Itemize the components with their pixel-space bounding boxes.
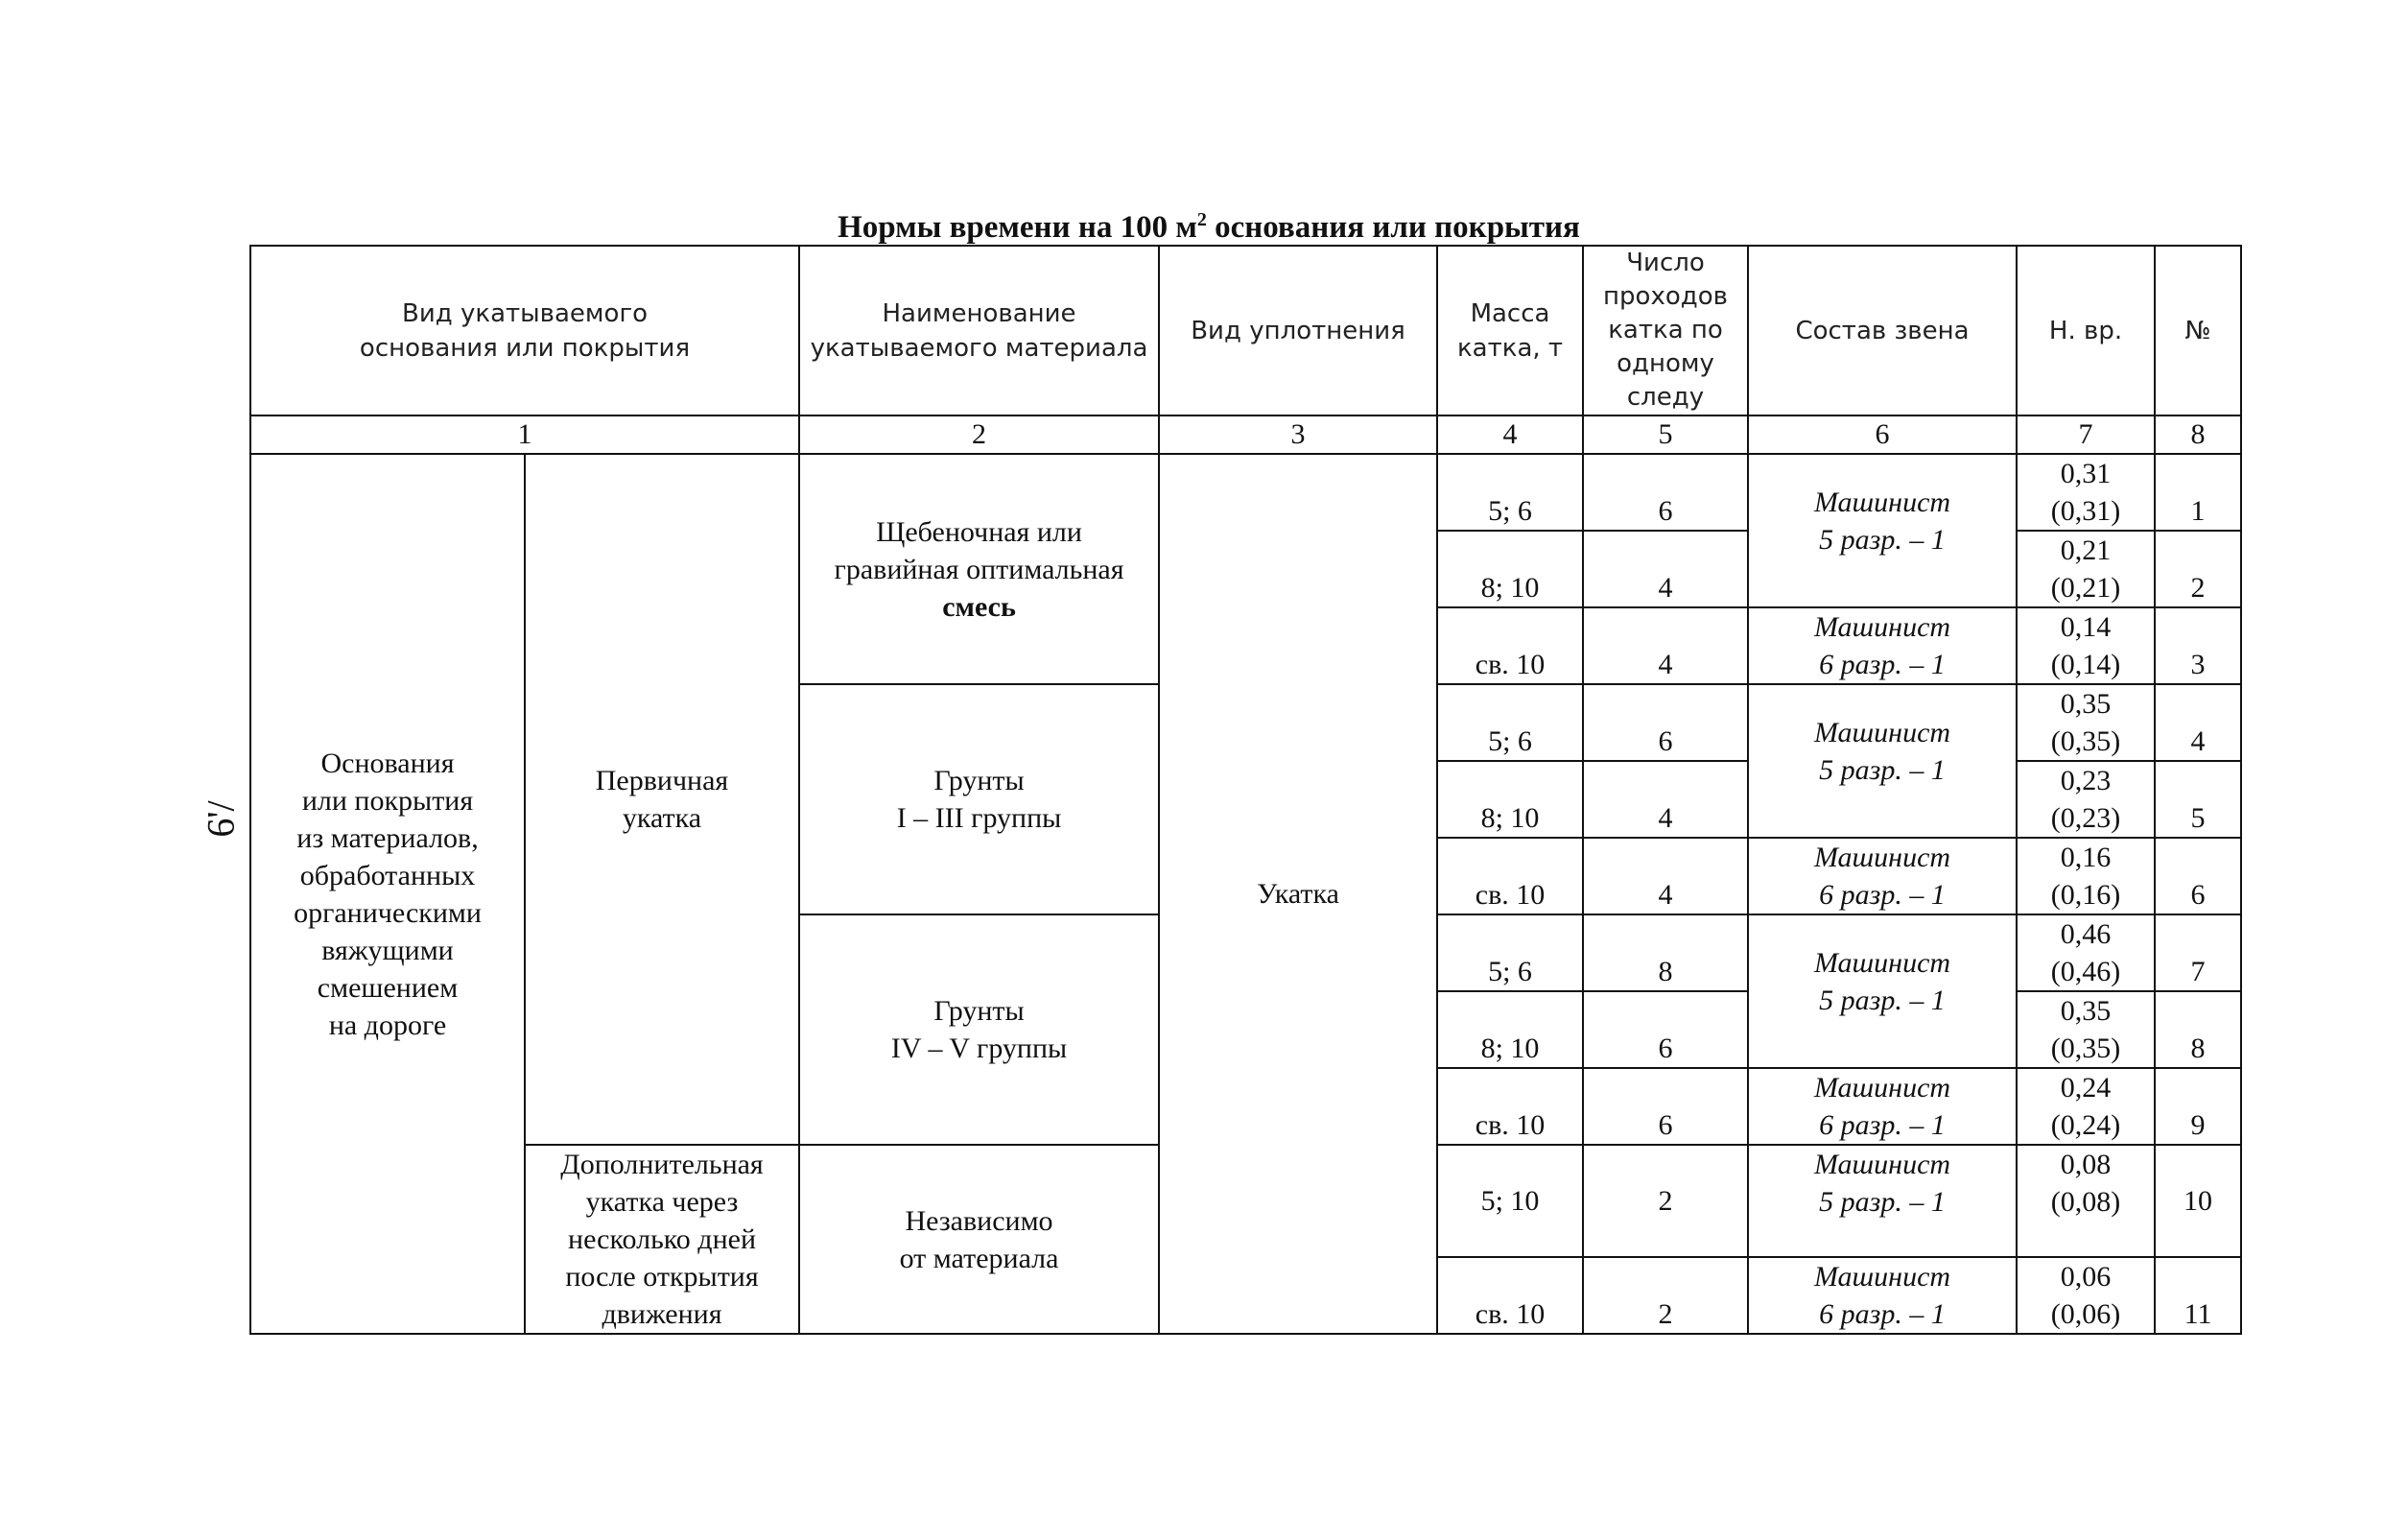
header-crew: Состав звена	[1748, 246, 2017, 415]
material-any-cell: Независимо от материала	[799, 1145, 1159, 1334]
header-passes: Число проходов катка по одному следу	[1583, 246, 1748, 415]
col-index: 6	[1748, 415, 2017, 454]
mass-cell: 8; 10	[1437, 531, 1583, 607]
crew-cell: Машинист 5 разр. – 1	[1748, 454, 2017, 607]
passes-cell: 4	[1583, 761, 1748, 838]
material-gravel-mix: смесь	[942, 590, 1016, 623]
row-number: 2	[2155, 531, 2241, 607]
row-number: 8	[2155, 991, 2241, 1068]
norm-cell: 0,23 (0,23)	[2017, 761, 2155, 838]
header-material: Наименование укатываемого материала	[799, 246, 1159, 415]
passes-cell: 8	[1583, 914, 1748, 991]
col-index: 4	[1437, 415, 1583, 454]
additional-rolling-cell: Дополнительная укатка через несколько дней после открытия движения	[525, 1145, 799, 1334]
mass-cell: 5; 6	[1437, 454, 1583, 531]
row-number: 10	[2155, 1145, 2241, 1257]
norm-cell: 0,08 (0,08)	[2017, 1145, 2155, 1257]
passes-cell: 4	[1583, 531, 1748, 607]
base-type-cell: Основания или покрытия из материалов, обработанных органическими вяжущими смешением на дороге	[250, 454, 525, 1334]
mass-cell: св. 10	[1437, 838, 1583, 914]
material-gravel-line: Щебеночная или гравийная оптимальная	[834, 515, 1124, 585]
row-number: 4	[2155, 684, 2241, 761]
col-index: 5	[1583, 415, 1748, 454]
material-gravel-cell	[799, 454, 1159, 684]
material-soil-1-3-cell: Грунты I – III группы	[799, 684, 1159, 914]
crew-cell: Машинист 5 разр. – 1	[1748, 684, 2017, 838]
mass-cell: 5; 6	[1437, 914, 1583, 991]
crew-cell: Машинист 6 разр. – 1	[1748, 1068, 2017, 1145]
norm-cell: 0,46 (0,46)	[2017, 914, 2155, 991]
col-index: 1	[250, 415, 799, 454]
header-base-type: Вид укатываемого основания или покрытия	[250, 246, 799, 415]
row-number: 7	[2155, 914, 2241, 991]
primary-rolling-cell: Первичная укатка	[525, 454, 799, 1145]
col-index: 3	[1159, 415, 1437, 454]
norm-cell: 0,06 (0,06)	[2017, 1257, 2155, 1334]
mass-cell: св. 10	[1437, 607, 1583, 684]
row-number: 1	[2155, 454, 2241, 531]
row-number: 3	[2155, 607, 2241, 684]
passes-cell: 4	[1583, 607, 1748, 684]
compaction-cell: Укатка	[1159, 454, 1437, 1334]
col-index: 2	[799, 415, 1159, 454]
row-number: 9	[2155, 1068, 2241, 1145]
norms-table	[249, 245, 2242, 1335]
norm-cell: 0,35 (0,35)	[2017, 684, 2155, 761]
passes-cell: 4	[1583, 838, 1748, 914]
col-index: 8	[2155, 415, 2241, 454]
norm-cell: 0,14 (0,14)	[2017, 607, 2155, 684]
mass-cell: 8; 10	[1437, 761, 1583, 838]
header-compaction: Вид уплотнения	[1159, 246, 1437, 415]
mass-cell: св. 10	[1437, 1257, 1583, 1334]
mass-cell: 8; 10	[1437, 991, 1583, 1068]
material-soil-4-5-cell: Грунты IV – V группы	[799, 914, 1159, 1145]
header-norm-time: Н. вр.	[2017, 246, 2155, 415]
crew-cell: Машинист 6 разр. – 1	[1748, 1257, 2017, 1334]
mass-cell: св. 10	[1437, 1068, 1583, 1145]
passes-cell: 6	[1583, 684, 1748, 761]
row-number: 5	[2155, 761, 2241, 838]
passes-cell: 6	[1583, 991, 1748, 1068]
norm-cell: 0,31 (0,31)	[2017, 454, 2155, 531]
table-title: Нормы времени на 100 $м^2$ основания или покрытия	[838, 209, 1580, 245]
crew-cell: Машинист 6 разр. – 1	[1748, 838, 2017, 914]
mass-cell: 5; 6	[1437, 684, 1583, 761]
crew-cell: Машинист 5 разр. – 1	[1748, 1145, 2017, 1257]
row-number: 11	[2155, 1257, 2241, 1334]
norm-cell: 0,24 (0,24)	[2017, 1068, 2155, 1145]
norm-cell: 0,16 (0,16)	[2017, 838, 2155, 914]
row-number: 6	[2155, 838, 2241, 914]
col-index: 7	[2017, 415, 2155, 454]
norm-cell: 0,21 (0,21)	[2017, 531, 2155, 607]
header-roller-mass: Масса катка, т	[1437, 246, 1583, 415]
crew-cell: Машинист 6 разр. – 1	[1748, 607, 2017, 684]
mass-cell: 5; 10	[1437, 1145, 1583, 1257]
crew-cell: Машинист 5 разр. – 1	[1748, 914, 2017, 1068]
passes-cell: 2	[1583, 1145, 1748, 1257]
norm-cell: 0,35 (0,35)	[2017, 991, 2155, 1068]
header-number: №	[2155, 246, 2241, 415]
passes-cell: 6	[1583, 1068, 1748, 1145]
passes-cell: 6	[1583, 454, 1748, 531]
passes-cell: 2	[1583, 1257, 1748, 1334]
page-number: 6'/	[199, 800, 243, 838]
